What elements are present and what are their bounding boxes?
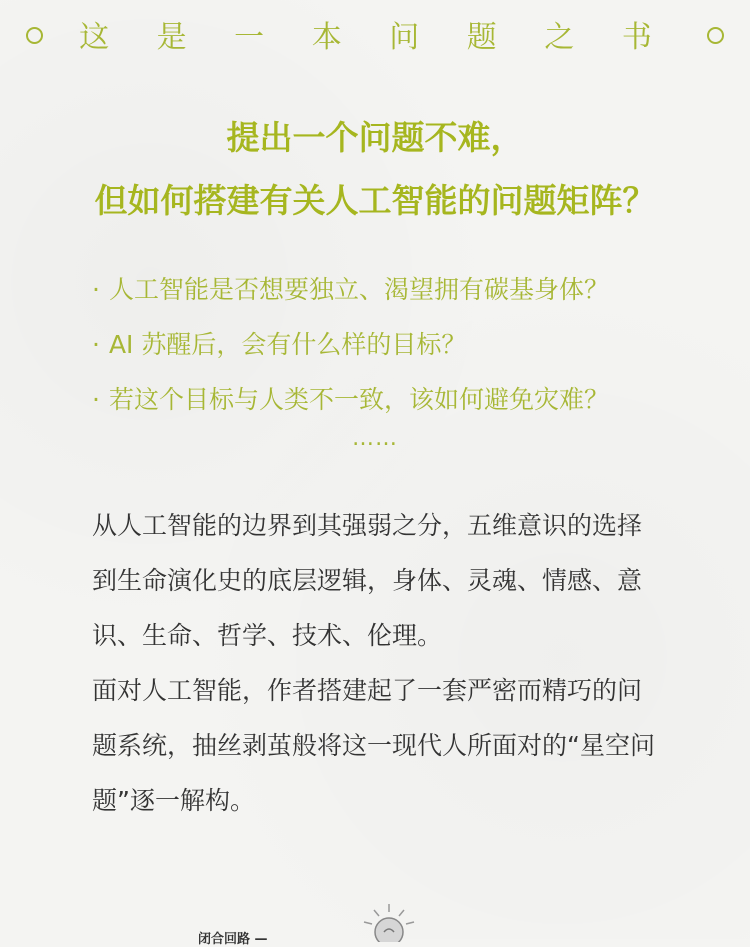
circle-ornament-icon xyxy=(707,27,724,44)
question-item xyxy=(92,317,692,372)
question-item xyxy=(92,372,692,427)
bullet: · xyxy=(92,385,100,414)
lightbulb-icon xyxy=(354,902,424,942)
circle-ornament-icon xyxy=(26,27,43,44)
headline-line-2: 但如何搭建有关人工智能的问题矩阵？ xyxy=(94,181,656,220)
bullet: · xyxy=(92,275,100,304)
paragraph: 面对人工智能，作者搭建起了一套严密而精巧的问题系统，抽丝剥茧般将这一现代人所面对的“星空问题”逐一解构。 xyxy=(92,676,655,815)
question-item xyxy=(92,262,692,317)
question-text: AI 苏醒后，会有什么样的目标？ xyxy=(108,330,467,359)
book-tagline xyxy=(0,18,750,58)
tagline-text: 这 是 一 本 问 题 之 书 xyxy=(79,20,671,55)
question-text: 若这个目标与人类不一致，该如何避免灾难？ xyxy=(108,385,609,414)
question-text: 人工智能是否想要独立、渴望拥有碳基身体？ xyxy=(108,275,609,304)
ellipsis: …… xyxy=(352,426,398,451)
headline xyxy=(0,106,750,232)
body-text xyxy=(92,498,664,828)
paragraph: 从人工智能的边界到其强弱之分，五维意识的选择到生命演化史的底层逻辑，身体、灵魂、情感、意识、生命、哲学、技术、伦理。 xyxy=(92,511,643,650)
question-list xyxy=(92,262,692,427)
headline-line-1: 提出一个问题不难， xyxy=(226,118,524,157)
bullet: · xyxy=(92,330,100,359)
footer-label: 闭合回路 — xyxy=(198,932,268,947)
